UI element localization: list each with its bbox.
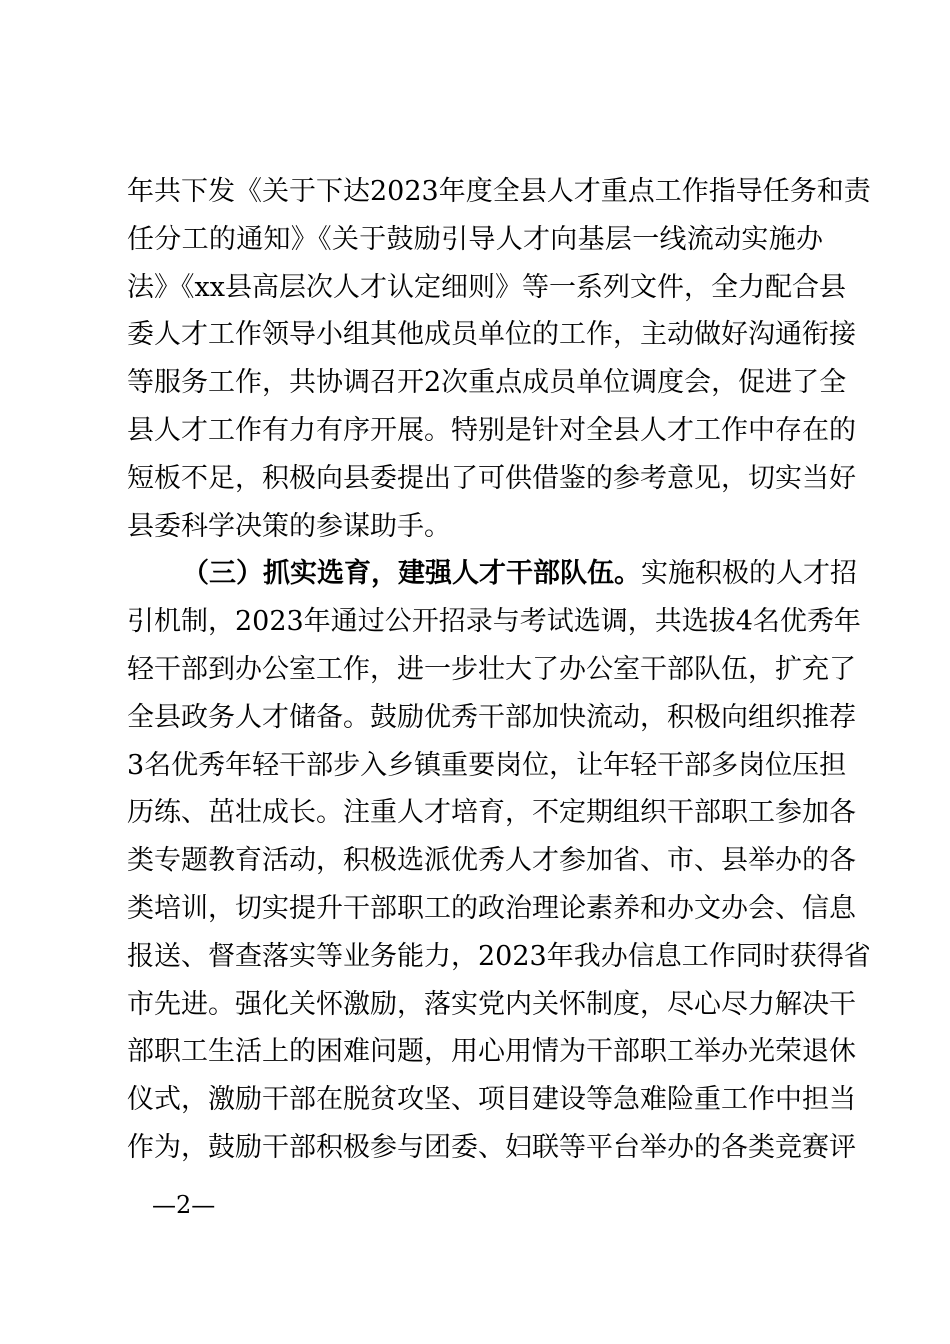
paragraph-1-line-7: 短板不足，积极向县委提出了可供借鉴的参考意见，切实当好 — [127, 462, 856, 494]
paragraph-2-line-9: 报送、督查落实等业务能力，2023年我办信息工作同时获得省 — [127, 940, 871, 972]
paragraph-2-line-13: 作为，鼓励干部积极参与团委、妇联等平台举办的各类竞赛评 — [127, 1132, 856, 1163]
paragraph-2-line-4: 全县政务人才储备。鼓励优秀干部加快流动，积极向组织推荐 — [127, 701, 856, 733]
paragraph-2-line-7: 类专题教育活动，积极选派优秀人才参加省、市、县举办的各 — [127, 845, 856, 877]
page-number: —2— — [152, 1191, 216, 1219]
paragraph-2-line-2: 引机制，2023年通过公开招录与考试选调，共选拔4名优秀年 — [127, 606, 861, 638]
paragraph-2-line-5: 3名优秀年轻干部步入乡镇重要岗位，让年轻干部多岗位压担 — [127, 749, 847, 781]
paragraph-2-line-8: 类培训，切实提升干部职工的政治理论素养和办文办会、信息 — [127, 893, 856, 924]
paragraph-1-line-2: 任分工的通知》《关于鼓励引导人才向基层一线流动实施办 — [127, 223, 823, 255]
section-heading: （三）抓实选育，建强人才干部队伍。 — [182, 558, 641, 590]
paragraph-2-line-11: 部职工生活上的困难问题，用心用情为干部职工举办光荣退休 — [127, 1036, 856, 1068]
paragraph-2-line-1-rest: 实施积极的人才招 — [641, 558, 857, 590]
paragraph-1-line-8: 县委科学决策的参谋助手。 — [127, 510, 451, 542]
paragraph-1-line-6: 县人才工作有力有序开展。特别是针对全县人才工作中存在的 — [127, 415, 856, 446]
paragraph-2-line-3: 轻干部到办公室工作，进一步壮大了办公室干部队伍，扩充了 — [127, 654, 856, 685]
paragraph-1-line-3: 法》《xx县高层次人才认定细则》等一系列文件，全力配合县 — [127, 271, 846, 303]
paragraph-1-line-1: 年共下发《关于下达2023年度全县人才重点工作指导任务和责 — [127, 176, 871, 207]
paragraph-2-line-1 — [182, 554, 857, 594]
paragraph-1-line-4: 委人才工作领导小组其他成员单位的工作，主动做好沟通衔接 — [127, 319, 856, 351]
paragraph-2-line-12: 仪式，激励干部在脱贫攻坚、项目建设等急难险重工作中担当 — [127, 1084, 856, 1116]
paragraph-2-line-10: 市先进。强化关怀激励，落实党内关怀制度，尽心尽力解决干 — [127, 988, 856, 1020]
paragraph-2-line-6: 历练、茁壮成长。注重人才培育，不定期组织干部职工参加各 — [127, 797, 856, 829]
paragraph-1-line-5: 等服务工作，共协调召开2次重点成员单位调度会，促进了全 — [127, 367, 847, 399]
